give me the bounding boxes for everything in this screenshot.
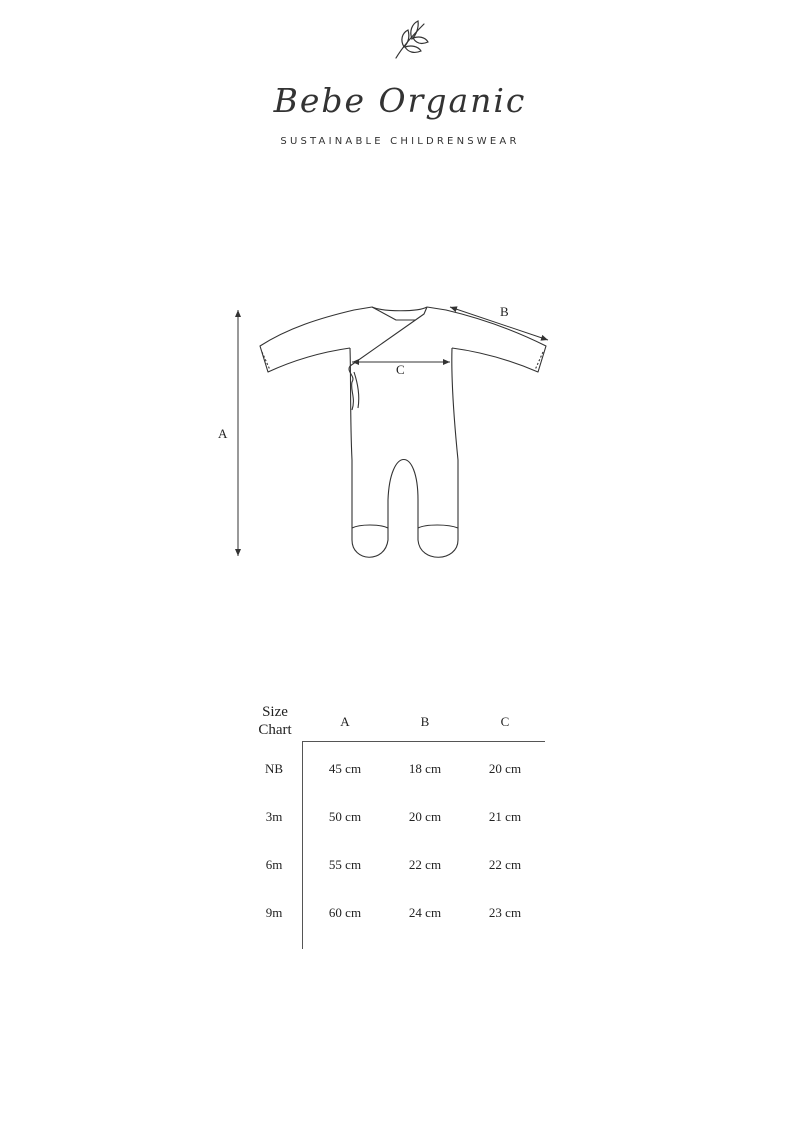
column-header-b: B <box>420 714 430 729</box>
leaf-icon <box>396 21 428 58</box>
measure-c-label: C <box>396 362 405 377</box>
measure-b-label: B <box>500 304 509 319</box>
table-cell: 22 cm <box>488 857 522 872</box>
sleepsuit-outline <box>260 307 546 557</box>
row-size-label: 9m <box>265 905 283 920</box>
table-cell: 45 cm <box>328 761 362 776</box>
table-cell: 21 cm <box>488 809 522 824</box>
size-chart-title-line1: Size <box>262 704 288 720</box>
table-cell: 18 cm <box>408 761 442 776</box>
row-size-label: NB <box>264 761 284 776</box>
table-cell: 20 cm <box>488 761 522 776</box>
garment-diagram <box>0 290 800 580</box>
row-size-label: 6m <box>265 857 283 872</box>
row-size-label: 3m <box>265 809 283 824</box>
table-cell: 23 cm <box>488 905 522 920</box>
measure-a-label: A <box>218 426 228 441</box>
measure-b-line <box>450 307 548 340</box>
table-cell: 22 cm <box>408 857 442 872</box>
table-cell: 55 cm <box>328 857 362 872</box>
table-cell: 24 cm <box>408 905 442 920</box>
column-header-a: A <box>340 714 350 729</box>
header-divider <box>302 741 545 742</box>
size-chart-table <box>240 700 560 960</box>
size-chart-title <box>250 703 300 739</box>
column-header-c: C <box>500 714 510 729</box>
brand-tagline: SUSTAINABLE CHILDRENSWEAR <box>280 136 520 147</box>
brand-wordmark: Bebe Organic <box>273 81 527 120</box>
row-header-divider <box>302 741 303 949</box>
table-cell: 20 cm <box>408 809 442 824</box>
table-cell: 60 cm <box>328 905 362 920</box>
size-chart-title-line2: Chart <box>258 722 292 738</box>
table-cell: 50 cm <box>328 809 362 824</box>
